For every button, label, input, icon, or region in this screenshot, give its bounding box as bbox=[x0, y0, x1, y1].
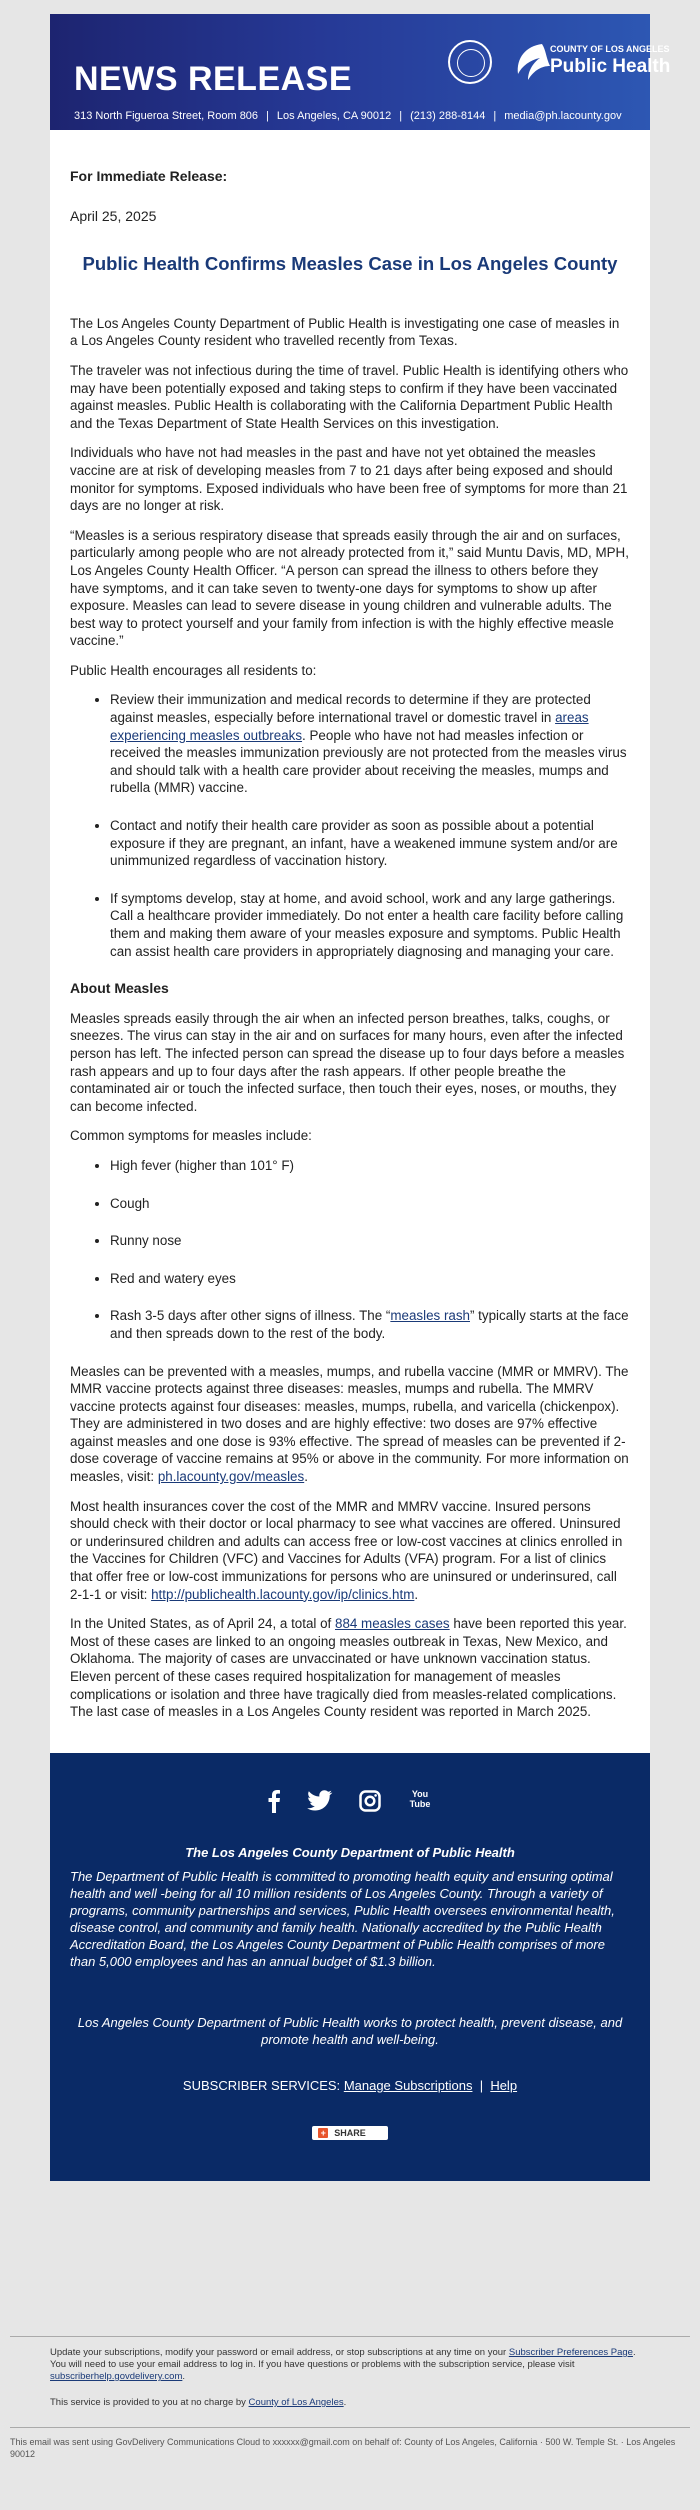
email: media@ph.lacounty.gov bbox=[504, 110, 622, 122]
paragraph-1: The Los Angeles County Department of Public Health is investigating one case of measles in a Los Angeles County resident who travelled recently from Texas. bbox=[70, 315, 620, 349]
about-heading: About Measles bbox=[70, 980, 169, 997]
address: 313 North Figueroa Street, Room 806 bbox=[74, 110, 259, 122]
social-links bbox=[70, 1787, 630, 1815]
symptoms-list bbox=[70, 1157, 630, 1343]
list-item: • Runny nose bbox=[110, 1232, 630, 1250]
share-button[interactable] bbox=[312, 2126, 388, 2140]
plus-icon: + bbox=[318, 2128, 328, 2138]
contact-line: 313 North Figueroa Street, Room 806 | Los Angeles, CA 90012 | (213) 288-8144 | media@ph.lacounty.gov bbox=[74, 110, 622, 122]
list-item: • Rash 3-5 days after other signs of illness. The “measles rash” typically starts at the face and then spreads down to the rest of the body. bbox=[110, 1307, 630, 1342]
share-label: SHARE bbox=[334, 2127, 366, 2138]
county-link[interactable]: County of Los Angeles bbox=[248, 2397, 344, 2408]
list-item: • Review their immunization and medical records to determine if they are protected against measles, especially before international travel or domestic travel in areas experiencing measles outbreaks. People who have not had measles infection or received the measles immunization previously are not protected from the measles virus and should talk with a health care provider about receiving the measles, mumps and rubella (MMR) vaccine. bbox=[110, 691, 630, 797]
release-body bbox=[50, 130, 650, 1753]
county-seal-icon bbox=[448, 40, 492, 84]
list-item: • Cough bbox=[110, 1195, 630, 1213]
us-cases-link[interactable]: 884 measles cases bbox=[335, 1616, 450, 1632]
paragraph-5: Public Health encourages all residents to: bbox=[70, 662, 317, 678]
org-name: The Los Angeles County Department of Public Health bbox=[185, 1844, 515, 1860]
logo-public-health-text: Public Health bbox=[550, 56, 671, 77]
twitter-icon[interactable] bbox=[307, 1790, 333, 1812]
youtube-icon[interactable]: You Tube bbox=[409, 1788, 431, 1809]
insurance-paragraph: Most health insurances cover the cost of the MMR and MMRV vaccine. Insured persons should check with their doctor or local pharmacy to see what vaccines are offered. Uninsured or underinsured children and adults can access free or low-cost vaccines at clinics enrolled in the Vaccines for Children (VFC) and Vaccines for Adults (VFA) program. For a list of clinics that offer free or low-cost immunizations for persons who are uninsured or underinsured, call 2-1-1 or visit: http://publichealth.lacounty.gov/ip/clinics.htm. bbox=[70, 1498, 623, 1602]
paragraph-2: The traveler was not infectious during the time of travel. Public Health is identifying others who may have been potentially exposed and taking steps to confirm if they have been vaccinated against measles. Public Health is collaborating with the California Department Public Health and the Texas Department of State Health Services on this investigation. bbox=[70, 362, 629, 431]
us-cases-paragraph: In the United States, as of April 24, a total of 884 measles cases have been reported this year. Most of these cases are linked to an ongoing measles outbreak in Texas, New Mexico, and Oklahoma. The majority of cases are unvaccinated or have unknown vaccination status. Eleven percent of these cases required hospitalization for management of measles complications or isolation and three have tragically died from measles-related complications. The last case of measles in a Los Angeles County resident was reported in March 2025. bbox=[70, 1616, 627, 1720]
header-banner bbox=[50, 14, 671, 130]
news-release-card bbox=[50, 14, 671, 2181]
instagram-icon[interactable] bbox=[359, 1790, 381, 1812]
public-health-logo bbox=[512, 38, 671, 88]
provided-note: This service is provided to you at no charge by County of Los Angeles. bbox=[50, 2397, 347, 2408]
measles-rash-link[interactable]: measles rash bbox=[390, 1308, 470, 1324]
subscriber-services: SUBSCRIBER SERVICES: Manage Subscriptions | Help bbox=[182, 2077, 518, 2093]
subscriber-preferences-link[interactable]: Subscriber Preferences Page bbox=[508, 2347, 633, 2358]
paragraph-3: Individuals who have not had measles in the past and have not yet obtained the measles vaccine are at risk of developing measles from 7 to 21 days after being exposed and should monitor for symptoms. Exposed individuals who have been free of symptoms for more than 21 days are no longer at risk. bbox=[70, 445, 628, 514]
vaccine-paragraph: Measles can be prevented with a measles, mumps, and rubella vaccine (MMR or MMRV). The MMR vaccine protects against three diseases: measles, mumps and rubella. The MMRV vaccine protects against four diseases: measles, mumps, rubella, and varicella (chickenpox). They are administered in two doses and are highly effective: two doses are 97% effective against measles and one dose is 93% effective. The spread of measles can be prevented if 2-dose coverage of vaccine remains at 95% or above in the community. For more information on measles, visit: ph.lacounty.gov/measles. bbox=[70, 1363, 629, 1485]
release-date: April 25, 2025 bbox=[70, 207, 157, 224]
outbreak-areas-link[interactable]: areas experiencing measles outbreaks bbox=[110, 710, 589, 743]
paragraph-4: “Measles is a serious respiratory disease that spreads easily through the air and on surfaces, particularly among people who are not already protected from it,” said Muntu Davis, MD, MPH, Los Angeles County Health Officer. “A person can spread the illness to others before they have symptoms, and it can take seven to twenty-one days for symptoms to show up after exposure. Measles can lead to severe disease in young children and vulnerable adults. The best way to protect yourself and your family from infection is with the highly effective measle vaccine.” bbox=[70, 527, 629, 649]
logo-county-text: COUNTY OF LOS ANGELES bbox=[550, 44, 670, 54]
banner-title: NEWS RELEASE bbox=[74, 60, 353, 98]
list-item: • Red and watery eyes bbox=[110, 1270, 630, 1288]
city: Los Angeles, CA 90012 bbox=[276, 110, 392, 122]
tagline: Los Angeles County Department of Public Health works to protect health, prevent disease, and promote health and well-being. bbox=[77, 2014, 623, 2047]
list-item: • High fever (higher than 101° F) bbox=[110, 1157, 630, 1175]
symptoms-intro: Common symptoms for measles include: bbox=[70, 1128, 312, 1144]
measles-info-link[interactable]: ph.lacounty.gov/measles bbox=[157, 1469, 305, 1485]
list-item: • If symptoms develop, stay at home, and avoid school, work and any large gatherings. Call a healthcare provider immediately. Do not enter a health care facility before calling them and making them aware of your measles exposure and symptoms. Public Health can assist health care providers in appropriately diagnosing and managing your care. bbox=[110, 890, 630, 960]
manage-subscriptions-link[interactable]: Manage Subscriptions bbox=[343, 2077, 473, 2093]
list-item: • Contact and notify their health care provider as soon as possible about a potential exposure if they are pregnant, an infant, have a weakened immune system and/or are unimmunized regardless of vaccination history. bbox=[110, 817, 630, 870]
recommendations-list bbox=[70, 691, 630, 960]
clinics-link[interactable]: http://publichealth.lacounty.gov/ip/clinics.htm bbox=[151, 1586, 415, 1602]
email-footer bbox=[0, 2336, 700, 2460]
help-link[interactable]: Help bbox=[490, 2077, 518, 2093]
subscriber-help-link[interactable]: subscriberhelp.govdelivery.com bbox=[50, 2371, 183, 2382]
mission-statement: The Department of Public Health is committed to promoting health equity and ensuring optimal health and well -being for all 10 million residents of Los Angeles County. Through a variety of programs, community partnerships and services, Public Health oversees environmental health, disease control, and community and family health. Nationally accredited by the Public Health Accreditation Board, the Los Angeles County Department of Public Health comprises of more than 5,000 employees and has an annual budget of $1.3 billion. bbox=[70, 1868, 615, 1969]
facebook-icon[interactable] bbox=[267, 1789, 281, 1813]
headline: Public Health Confirms Measles Case in Los Angeles County bbox=[82, 253, 618, 275]
phone: (213) 288-8144 bbox=[410, 110, 486, 122]
about-paragraph: Measles spreads easily through the air when an infected person breathes, talks, coughs, or sneezes. The virus can stay in the air and on surfaces for many hours, even after the infected person has left. The infected person can spread the disease up to four days before a measles rash appears and up to four days after the rash appears. If other people breathe the contaminated air or touch the infected surface, then touch their eyes, noses, or mouths, they can become infected. bbox=[70, 1010, 625, 1114]
release-label: For Immediate Release: bbox=[70, 168, 228, 184]
subscription-note: Update your subscriptions, modify your password or email address, or stop subscriptions at any time on your Subscriber Preferences Page. You will need to use your email address to log in. If you have questions or problems with the subscription service, please visit subscriberhelp.govdelivery.com. bbox=[50, 2347, 636, 2382]
footer bbox=[50, 1753, 650, 2181]
sent-note: This email was sent using GovDelivery Communications Cloud to xxxxxx@gmail.com on behalf of: County of Los Angeles, California · 500 W. Temple St. · Los Angeles 90012 bbox=[10, 2437, 676, 2459]
public-health-logo-icon bbox=[512, 40, 552, 84]
